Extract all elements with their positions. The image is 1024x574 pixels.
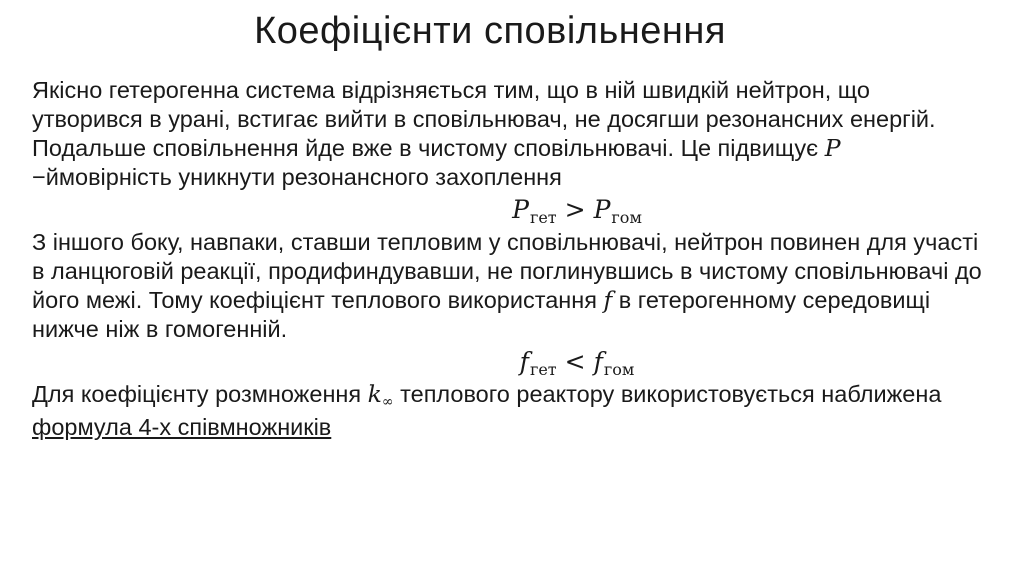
slide-title: Коефіцієнти сповільнення [254,10,726,52]
symbol-k-infinity [368,380,394,408]
infinity-subscript: ∞ [381,394,394,410]
formula-p-comparison [32,192,982,228]
formula-2-right-subscript: гом [603,360,635,379]
formula-1-left-subscript: гет [529,208,557,227]
formula-2-operator: < [564,347,586,376]
formula-f-comparison [32,344,982,380]
paragraph-multiplication-factor [32,380,982,442]
formula-1-operator: > [564,195,586,224]
formula-1-right-subscript: гом [611,208,642,227]
formula-1-left [512,195,557,227]
formula-2-left-subscript: гет [529,360,557,379]
paragraph-1-text-a: Якісно гетерогенна система відрізняється тим, що в ній швидкій нейтрон, що утворився в урані, встигає вийти в сповільнювач, не досягши резонансних енергій. Подальше сповільнення йде вже в чистому сповільнювачі. Це підвищує [32,77,936,161]
symbol-f: f [603,286,613,314]
formula-1-right-symbol: P [593,195,611,224]
formula-1-left-symbol: P [512,195,529,224]
slide-body [32,76,982,442]
four-factor-formula-link[interactable]: формула 4-х співмножників [32,414,332,440]
symbol-p: P [824,134,841,162]
paragraph-2-text-a: З іншого боку, навпаки, ставши тепловим у сповільнювачі, нейтрон повинен для участі в ланцюговій реакції, продифиндувавши, не поглинувшись в чистому сповільнювачі до його межі. Тому коефіцієнт теплового використання [32,229,982,313]
paragraph-heterogeneous-system [32,76,982,192]
paragraph-thermal-utilization [32,228,982,344]
formula-2-right [593,347,635,379]
formula-2-left [519,347,557,379]
paragraph-3-text-b: теплового реактору використовується наближена [393,381,942,407]
paragraph-3-text-a: Для коефіцієнту розмноження [32,381,368,407]
paragraph-2-text-b: в гетерогенному середовищі нижче ніж в гомогенній. [32,287,931,342]
formula-2-right-symbol: f [593,347,603,376]
formula-2-left-symbol: f [519,347,529,376]
paragraph-1-text-b: −ймовірність уникнути резонансного захоплення [32,164,562,190]
symbol-k: k [367,380,382,408]
formula-1-right [593,195,642,227]
